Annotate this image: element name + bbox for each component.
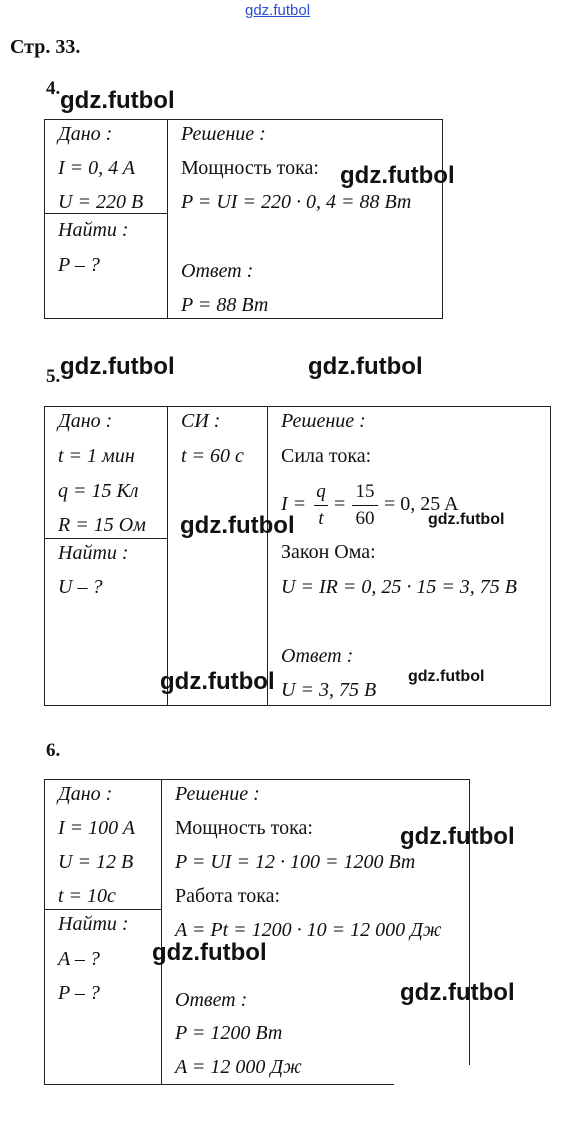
p5-given-item: R = 15 Ом: [58, 514, 146, 536]
p5-border-right: [550, 406, 551, 706]
page-title: Стр. 33.: [10, 36, 81, 58]
p5-si-item: t = 60 с: [181, 445, 244, 467]
watermark-text: gdz.futbol: [428, 511, 505, 528]
p6-solution-line: Мощность тока:: [175, 817, 313, 839]
p4-given-item: U = 220 В: [58, 191, 144, 213]
p5-ohm-label: Закон Ома:: [281, 541, 376, 563]
p6-border-right: [469, 779, 470, 1065]
p5-given-item: t = 1 мин: [58, 445, 135, 467]
p6-solution-line: Работа тока:: [175, 885, 281, 907]
p4-solution-line: P = UI = 220 · 0, 4 = 88 Вт: [181, 191, 412, 213]
p6-border-left: [44, 779, 45, 1085]
watermark-text: gdz.futbol: [400, 979, 515, 1006]
p5-frac1-den: t: [318, 508, 324, 529]
problem6-number: 6.: [46, 740, 61, 761]
p5-border-top: [44, 406, 551, 407]
p4-find-label: Найти :: [58, 219, 129, 241]
p6-given-item: t = 10с: [58, 885, 116, 907]
p6-answer-line: P = 1200 Вт: [175, 1022, 283, 1044]
p6-given-item: U = 12 В: [58, 851, 134, 873]
watermark-text: gdz.futbol: [408, 668, 485, 685]
p5-given-label: Дано :: [58, 410, 113, 432]
watermark-text: gdz.futbol: [60, 87, 175, 114]
watermark-text: gdz.futbol: [340, 162, 455, 189]
p5-divider: [167, 406, 168, 706]
p5-frac1-bar: [314, 505, 328, 506]
p5-find-label: Найти :: [58, 542, 129, 564]
p4-border-right: [442, 119, 443, 319]
p4-answer-line: P = 88 Вт: [181, 294, 269, 316]
problem5-number: 5.: [46, 366, 61, 387]
p5-ohm-formula: U = IR = 0, 25 · 15 = 3, 75 В: [281, 576, 518, 598]
watermark-link[interactable]: gdz.futbol: [245, 2, 311, 19]
p6-given-item: I = 100 A: [58, 817, 136, 839]
p6-given-label: Дано :: [58, 783, 113, 805]
p5-given-separator: [44, 538, 168, 539]
watermark-text: gdz.futbol: [60, 353, 175, 380]
p5-border-bottom: [44, 705, 551, 706]
p5-si-label: СИ :: [181, 410, 221, 432]
p6-find-item: A – ?: [58, 948, 100, 970]
p5-frac2-bar: [352, 505, 378, 506]
p6-border-top: [44, 779, 470, 780]
p5-find-item: U – ?: [58, 576, 103, 598]
p4-find-item: P – ?: [58, 254, 100, 276]
p4-given-item: I = 0, 4 A: [58, 157, 136, 179]
p4-solution-label: Решение :: [181, 123, 266, 145]
p6-border-bottom: [44, 1084, 394, 1085]
p4-border-bottom: [44, 318, 443, 319]
p4-given-label: Дано :: [58, 123, 113, 145]
watermark-text: gdz.futbol: [180, 512, 295, 539]
p5-current-label: Сила тока:: [281, 445, 372, 467]
p5-given-item: q = 15 Кл: [58, 480, 139, 502]
p5-current-rhs: = 0, 25 A: [384, 493, 459, 515]
p5-equals: =: [334, 493, 346, 515]
p5-current-lhs: I =: [281, 493, 307, 515]
watermark-text: gdz.futbol: [160, 668, 275, 695]
p5-frac2-den: 60: [355, 508, 375, 529]
watermark-text: gdz.futbol: [308, 353, 423, 380]
p6-solution-label: Решение :: [175, 783, 260, 805]
p5-answer-label: Ответ :: [281, 645, 354, 667]
p5-solution-label: Решение :: [281, 410, 366, 432]
p6-given-separator: [44, 909, 162, 910]
p6-solution-line: A = Pt = 1200 · 10 = 12 000 Дж: [175, 919, 442, 941]
p4-border-left: [44, 119, 45, 319]
p5-answer-line: U = 3, 75 В: [281, 679, 377, 701]
p6-answer-line: A = 12 000 Дж: [175, 1056, 302, 1078]
p6-find-label: Найти :: [58, 913, 129, 935]
p6-answer-label: Ответ :: [175, 989, 248, 1011]
p5-frac2-num: 15: [355, 481, 375, 502]
p4-divider: [167, 119, 168, 319]
p5-fraction-q-t: [314, 481, 328, 530]
watermark-text: gdz.futbol: [400, 823, 515, 850]
p5-frac1-num: q: [316, 481, 326, 502]
p5-divider: [267, 406, 268, 706]
p4-answer-label: Ответ :: [181, 260, 254, 282]
p6-solution-line: P = UI = 12 · 100 = 1200 Вт: [175, 851, 416, 873]
problem4-number: 4.: [46, 78, 61, 99]
p6-find-item: P – ?: [58, 982, 100, 1004]
p5-border-left: [44, 406, 45, 706]
watermark-text: gdz.futbol: [152, 939, 267, 966]
p6-divider: [161, 779, 162, 1085]
p5-fraction-15-60: [352, 481, 378, 530]
p4-solution-line: Мощность тока:: [181, 157, 319, 179]
p4-border-top: [44, 119, 443, 120]
